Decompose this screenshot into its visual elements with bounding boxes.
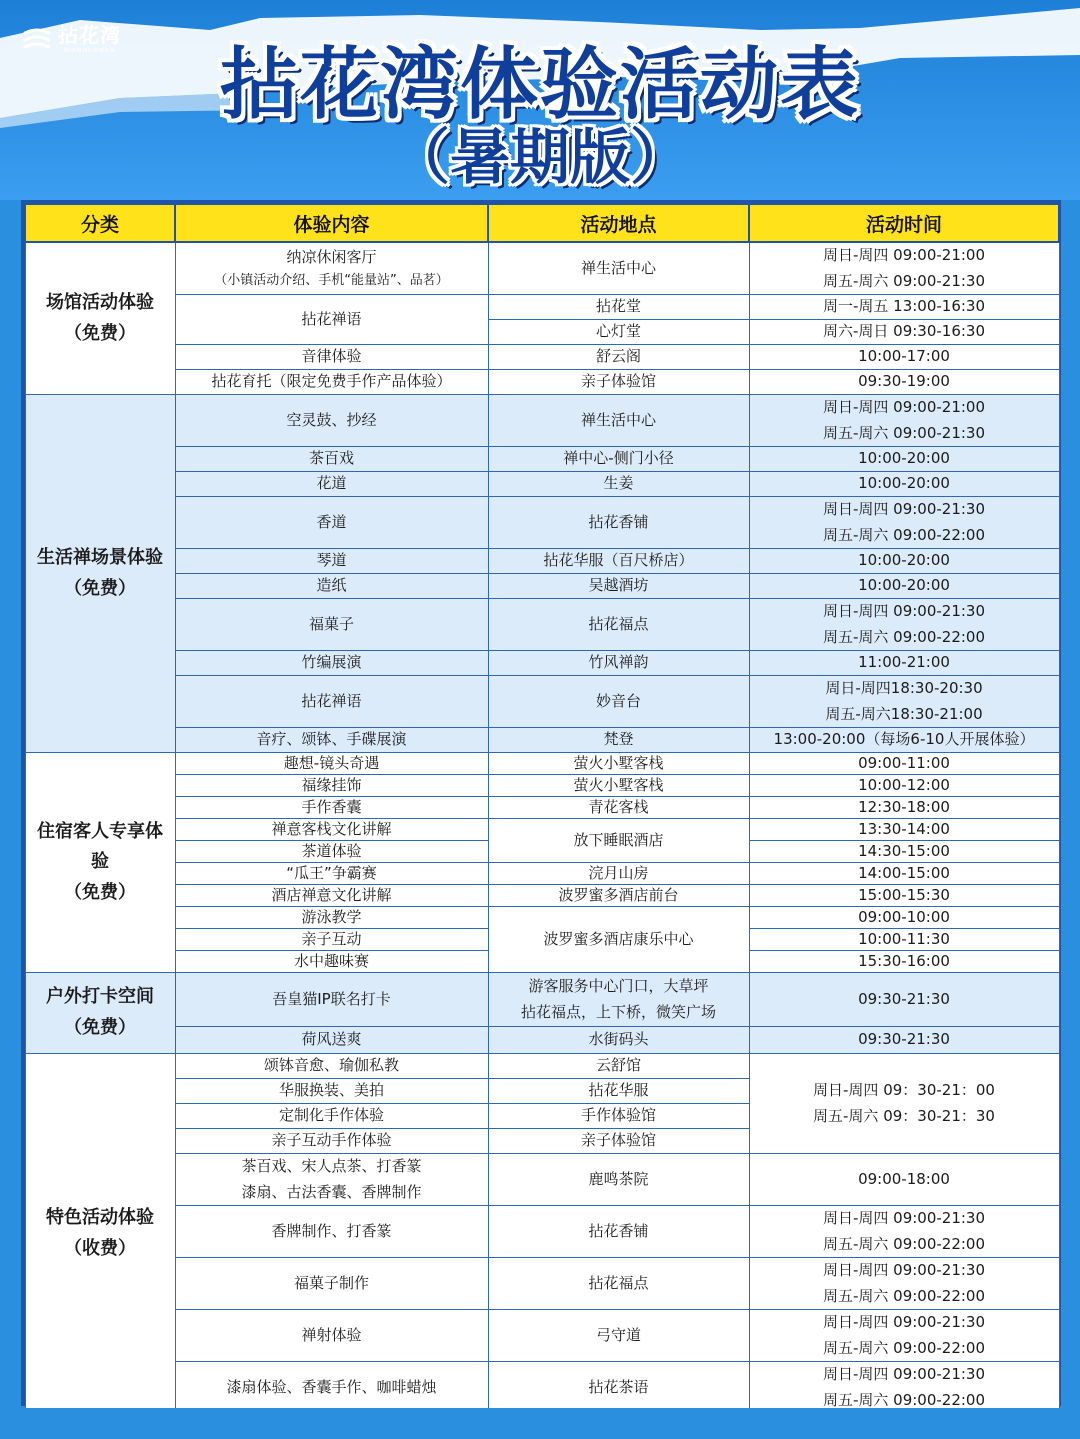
- content-cell: 酒店禅意文化讲解: [175, 885, 488, 907]
- category-note: （免费）: [64, 1017, 136, 1038]
- table-header-row: [25, 204, 1059, 242]
- content-subtext: （小镇活动介绍、手机“能量站”、品茗）: [214, 273, 449, 289]
- location-cell: 生姜: [488, 472, 749, 497]
- location-cell: [488, 973, 749, 1027]
- location-cell: 放下睡眠酒店: [488, 819, 749, 863]
- content-cell: 禅意客栈文化讲解: [175, 819, 488, 841]
- content-cell: 水中趣味赛: [175, 951, 488, 973]
- time-cell: 周六-周日 09:30-16:30: [749, 320, 1059, 345]
- table-row: [25, 574, 1059, 599]
- location-text: 游客服务中心门口，大草坪: [528, 977, 709, 995]
- location-cell: 波罗蜜多酒店康乐中心: [488, 907, 749, 973]
- time-cell: [749, 1310, 1059, 1362]
- content-cell: 音疗、颂钵、手碟展演: [175, 728, 488, 753]
- content-cell: 香道: [175, 497, 488, 549]
- table-row: [25, 1362, 1059, 1414]
- content-cell: 福缘挂饰: [175, 775, 488, 797]
- table-row: [25, 1054, 1059, 1079]
- content-cell: 拈花禅语: [175, 676, 488, 728]
- content-cell: 华服换装、美拍: [175, 1079, 488, 1104]
- location-cell: 禅生活中心: [488, 242, 749, 295]
- category-name: 住宿客人专享体验: [37, 820, 163, 873]
- content-cell: 拈花育托（限定免费手作产品体验）: [175, 370, 488, 395]
- time-text: 周五-周六18:30-21:00: [825, 704, 983, 723]
- table-row: [25, 472, 1059, 497]
- table-row: [25, 242, 1059, 295]
- location-cell: 舒云阁: [488, 345, 749, 370]
- time-text: 周日-周四 09:00-21:00: [822, 246, 986, 264]
- time-text: 周五-周六 09:00-22:00: [822, 1390, 986, 1409]
- time-cell: 09:00-10:00: [749, 907, 1059, 929]
- content-cell: 香牌制作、打香篆: [175, 1206, 488, 1258]
- time-cell: 09:30-21:30: [749, 973, 1059, 1027]
- time-cell: 周一-周五 13:00-16:30: [749, 295, 1059, 320]
- time-cell: 13:00-20:00（每场6-10人开展体验）: [749, 728, 1059, 753]
- location-cell: 青花客栈: [488, 797, 749, 819]
- time-cell: 10:00-12:00: [749, 775, 1059, 797]
- time-text: 周日-周四18:30-20:30: [825, 679, 983, 697]
- location-cell: 云舒馆: [488, 1054, 749, 1079]
- location-cell: 萤火小墅客栈: [488, 775, 749, 797]
- content-cell: 漆扇体验、香囊手作、咖啡蜡烛: [175, 1362, 488, 1414]
- time-text: 周五-周六 09：30-21：30: [813, 1106, 995, 1125]
- location-cell: 禅中心-侧门小径: [488, 447, 749, 472]
- table-row: [25, 1027, 1059, 1054]
- table-row: [25, 370, 1059, 395]
- content-cell: 荷风送爽: [175, 1027, 488, 1054]
- content-cell: 游泳教学: [175, 907, 488, 929]
- time-text: 周五-周六 09:00-21:30: [822, 271, 986, 290]
- header-time: 活动时间: [749, 204, 1059, 242]
- time-cell: 10:00-17:00: [749, 345, 1059, 370]
- content-cell: 空灵鼓、抄经: [175, 395, 488, 447]
- content-cell: 定制化手作体验: [175, 1104, 488, 1129]
- time-cell: 09:30-19:00: [749, 370, 1059, 395]
- content-cell: 茶道体验: [175, 841, 488, 863]
- header-category: 分类: [25, 204, 175, 242]
- table-row: [25, 395, 1059, 447]
- time-cell: 11:00-21:00: [749, 651, 1059, 676]
- location-cell: 拈花华服: [488, 1079, 749, 1104]
- location-cell: 拈花福点: [488, 599, 749, 651]
- table-row: [25, 863, 1059, 885]
- content-cell: 颂钵音愈、瑜伽私教: [175, 1054, 488, 1079]
- table-row: [25, 907, 1059, 929]
- time-text: 周五-周六 09:00-22:00: [822, 1338, 986, 1357]
- location-cell: 拈花福点: [488, 1258, 749, 1310]
- content-cell: 造纸: [175, 574, 488, 599]
- schedule-table-frame: [21, 200, 1061, 1409]
- content-cell: 琴道: [175, 549, 488, 574]
- time-text: 周五-周六 09:00-21:30: [822, 423, 986, 442]
- location-cell: 弓守道: [488, 1310, 749, 1362]
- location-cell: 梵登: [488, 728, 749, 753]
- content-cell: “瓜王”争霸赛: [175, 863, 488, 885]
- time-cell: 10:00-20:00: [749, 472, 1059, 497]
- time-cell: [749, 1362, 1059, 1414]
- table-row: [25, 1206, 1059, 1258]
- time-cell: 14:00-15:00: [749, 863, 1059, 885]
- category-cell: [25, 1054, 175, 1414]
- location-cell: 拈花华服（百尺桥店）: [488, 549, 749, 574]
- header-content: 体验内容: [175, 204, 488, 242]
- table-row: [25, 885, 1059, 907]
- table-row: [25, 753, 1059, 775]
- time-text: 周五-周六 09:00-22:00: [822, 1234, 986, 1253]
- location-cell: 妙音台: [488, 676, 749, 728]
- table-row: [25, 728, 1059, 753]
- time-text: 周日-周四 09：30-21：00: [813, 1081, 995, 1099]
- table-row: [25, 1310, 1059, 1362]
- location-cell: 拈花堂: [488, 295, 749, 320]
- table-row: [25, 345, 1059, 370]
- table-row: [25, 599, 1059, 651]
- time-text: 周五-周六 09:00-22:00: [822, 627, 986, 646]
- table-row: [25, 1258, 1059, 1310]
- content-cell: 手作香囊: [175, 797, 488, 819]
- time-cell: [749, 599, 1059, 651]
- content-cell: 亲子互动: [175, 929, 488, 951]
- content-text: 纳凉休闲客厅: [286, 247, 377, 266]
- time-cell: 10:00-20:00: [749, 574, 1059, 599]
- time-text: 周日-周四 09:00-21:30: [822, 1365, 986, 1383]
- time-cell: 10:00-11:30: [749, 929, 1059, 951]
- location-cell: 波罗蜜多酒店前台: [488, 885, 749, 907]
- table-row: [25, 651, 1059, 676]
- content-cell: 福菓子制作: [175, 1258, 488, 1310]
- category-note: （免费）: [64, 322, 136, 344]
- category-note: （收费）: [64, 1237, 136, 1259]
- time-text: 周日-周四 09:00-21:30: [822, 602, 986, 620]
- time-cell: 10:00-20:00: [749, 447, 1059, 472]
- location-cell: 鹿鸣茶院: [488, 1154, 749, 1206]
- time-cell: 13:30-14:00: [749, 819, 1059, 841]
- time-text: 周日-周四 09:00-21:30: [822, 1261, 986, 1279]
- time-text: 周五-周六 09:00-22:00: [822, 1286, 986, 1305]
- footer-background: [0, 1408, 1080, 1439]
- time-cell: [749, 395, 1059, 447]
- time-cell: [749, 242, 1059, 295]
- content-cell: [175, 1154, 488, 1206]
- time-cell: 15:00-15:30: [749, 885, 1059, 907]
- time-cell: 14:30-15:00: [749, 841, 1059, 863]
- page-title: 拈花湾体验活动表: [219, 40, 860, 130]
- time-cell: 09:00-18:00: [749, 1154, 1059, 1206]
- content-cell: 花道: [175, 472, 488, 497]
- page-subtitle: （暑期版）: [390, 123, 690, 193]
- category-note: （免费）: [64, 881, 136, 903]
- time-cell: 15:30-16:00: [749, 951, 1059, 973]
- category-name: 特色活动体验: [46, 1206, 154, 1228]
- location-cell: 拈花香铺: [488, 1206, 749, 1258]
- location-cell: 手作体验馆: [488, 1104, 749, 1129]
- brand-name: 拈花湾: [58, 22, 121, 47]
- content-cell: 吾皇猫IP联名打卡: [175, 973, 488, 1027]
- category-note: （免费）: [64, 577, 136, 599]
- category-name: 户外打卡空间: [46, 986, 154, 1008]
- content-cell: 拈花禅语: [175, 295, 488, 345]
- time-cell: [749, 676, 1059, 728]
- content-cell: [175, 242, 488, 295]
- category-name: 生活禅场景体验: [37, 546, 163, 568]
- location-cell: 亲子体验馆: [488, 370, 749, 395]
- content-cell: 竹编展演: [175, 651, 488, 676]
- location-cell: 亲子体验馆: [488, 1129, 749, 1154]
- category-cell: [25, 242, 175, 395]
- location-cell: 禅生活中心: [488, 395, 749, 447]
- time-text: 周五-周六 09:00-22:00: [822, 525, 986, 544]
- location-cell: 水街码头: [488, 1027, 749, 1054]
- time-cell: 09:00-11:00: [749, 753, 1059, 775]
- time-text: 周日-周四 09:00-21:00: [822, 398, 986, 416]
- content-cell: 福菓子: [175, 599, 488, 651]
- location-cell: 吴越酒坊: [488, 574, 749, 599]
- table-row: [25, 447, 1059, 472]
- location-cell: 拈花茶语: [488, 1362, 749, 1414]
- brand-name-en: NIANHUAWAN: [63, 46, 116, 54]
- location-cell: 萤火小墅客栈: [488, 753, 749, 775]
- category-cell: [25, 753, 175, 973]
- time-cell: [749, 1054, 1059, 1154]
- header-location: 活动地点: [488, 204, 749, 242]
- table-row: [25, 973, 1059, 1027]
- location-cell: 心灯堂: [488, 320, 749, 345]
- category-cell: [25, 973, 175, 1054]
- time-text: 周日-周四 09:00-21:30: [822, 500, 986, 518]
- location-text: 拈花福点，上下桥，微笑广场: [520, 1002, 716, 1021]
- time-text: 周日-周四 09:00-21:30: [822, 1209, 986, 1227]
- time-text: 周日-周四 09:00-21:30: [822, 1313, 986, 1331]
- time-cell: 09:30-21:30: [749, 1027, 1059, 1054]
- content-cell: 音律体验: [175, 345, 488, 370]
- content-text: 茶百戏、宋人点茶、打香篆: [241, 1157, 422, 1175]
- table-row: [25, 797, 1059, 819]
- table-row: [25, 295, 1059, 320]
- schedule-table: [24, 203, 1060, 1414]
- table-row: [25, 676, 1059, 728]
- content-text: 漆扇、古法香囊、香牌制作: [241, 1182, 422, 1201]
- time-cell: [749, 1206, 1059, 1258]
- time-cell: [749, 1258, 1059, 1310]
- table-row: [25, 497, 1059, 549]
- content-cell: 茶百戏: [175, 447, 488, 472]
- content-cell: 禅射体验: [175, 1310, 488, 1362]
- time-cell: [749, 497, 1059, 549]
- content-cell: 趣想-镜头奇遇: [175, 753, 488, 775]
- category-cell: [25, 395, 175, 753]
- table-row: [25, 1154, 1059, 1206]
- location-cell: 浣月山房: [488, 863, 749, 885]
- time-cell: 12:30-18:00: [749, 797, 1059, 819]
- time-cell: 10:00-20:00: [749, 549, 1059, 574]
- location-cell: 拈花香铺: [488, 497, 749, 549]
- table-row: [25, 549, 1059, 574]
- content-cell: 亲子互动手作体验: [175, 1129, 488, 1154]
- table-row: [25, 775, 1059, 797]
- category-name: 场馆活动体验: [46, 291, 154, 313]
- location-cell: 竹风禅韵: [488, 651, 749, 676]
- table-row: [25, 819, 1059, 841]
